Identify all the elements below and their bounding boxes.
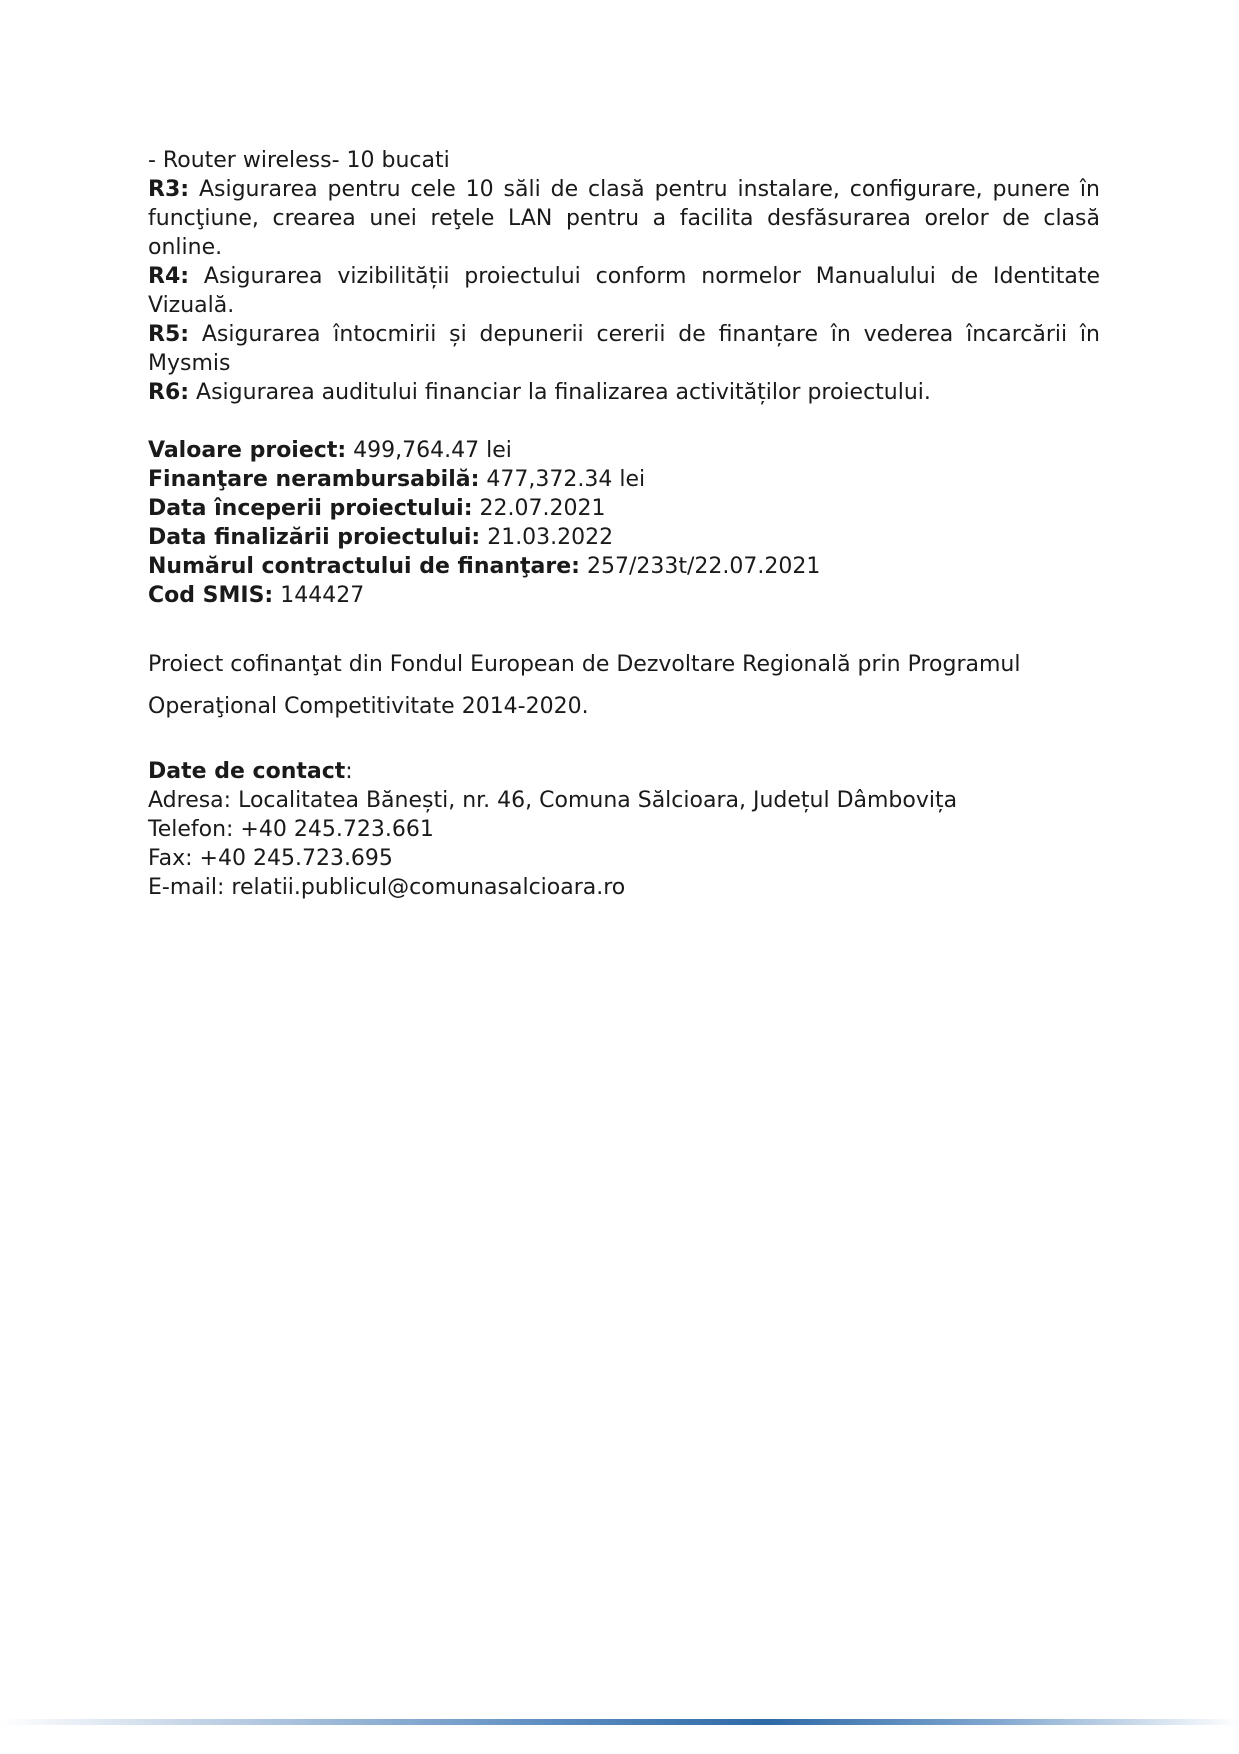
result-r3 xyxy=(148,175,1100,262)
footer-divider xyxy=(0,1719,1239,1725)
result-r3-text: Asigurarea pentru cele 10 săli de clasă pentru instalare, configurare, punere în funcţiune, crearea unei reţele LAN pentru a facilita desfăsurarea orelor de clasă online. xyxy=(148,177,1100,260)
document-page xyxy=(148,146,1100,902)
project-end-date: 21.03.2022 xyxy=(480,525,614,550)
result-r5-label: R5: xyxy=(148,322,190,347)
project-smis xyxy=(148,581,1100,610)
project-start xyxy=(148,494,1100,523)
router-item: - Router wireless- 10 bucati xyxy=(148,148,450,173)
project-value-amount: 499,764.47 lei xyxy=(346,438,512,463)
result-r4-label: R4: xyxy=(148,264,190,289)
project-funding-label: Finanţare nerambursabilă: xyxy=(148,467,480,492)
contact-address: Adresa: Localitatea Bănești, nr. 46, Comuna Sălcioara, Județul Dâmbovița xyxy=(148,788,958,813)
project-funding-amount: 477,372.34 lei xyxy=(479,467,646,492)
project-smis-code: 144427 xyxy=(273,583,365,608)
contact-heading-label: Date de contact xyxy=(148,759,346,784)
result-r6-text: Asigurarea auditului financiar la finalizarea activităților proiectului. xyxy=(189,380,931,405)
project-contract xyxy=(148,552,1100,581)
contact-heading xyxy=(148,757,1100,786)
result-r6-label: R6: xyxy=(148,380,190,405)
contact-phone: Telefon: +40 245.723.661 xyxy=(148,817,434,842)
result-r6 xyxy=(148,378,1100,407)
project-end-label: Data finalizării proiectului: xyxy=(148,525,481,550)
result-r5 xyxy=(148,320,1100,378)
project-contract-number: 257/233t/22.07.2021 xyxy=(579,554,821,579)
project-smis-label: Cod SMIS: xyxy=(148,583,274,608)
contact-heading-colon: : xyxy=(345,759,353,784)
result-r5-text: Asigurarea întocmirii și depunerii cererii de finanțare în vederea încarcării în Mysmis xyxy=(148,322,1100,376)
contact-fax: Fax: +40 245.723.695 xyxy=(148,846,393,871)
cofinancing-line-1: Proiect cofinanţat din Fondul European de Dezvoltare Regională prin Programul xyxy=(148,652,1021,677)
result-r4 xyxy=(148,262,1100,320)
project-funding xyxy=(148,465,1100,494)
cofinancing-line-2: Operaţional Competitivitate 2014-2020. xyxy=(148,694,589,719)
result-r4-text: Asigurarea vizibilității proiectului conform normelor Manualului de Identitate Vizuală. xyxy=(148,264,1100,318)
project-value-label: Valoare proiect: xyxy=(148,438,347,463)
result-r3-label: R3: xyxy=(148,177,190,202)
contact-email: E-mail: relatii.publicul@comunasalcioara.ro xyxy=(148,875,626,900)
project-start-label: Data începerii proiectului: xyxy=(148,496,473,521)
project-contract-label: Numărul contractului de finanţare: xyxy=(148,554,580,579)
project-start-date: 22.07.2021 xyxy=(472,496,606,521)
project-end xyxy=(148,523,1100,552)
project-value xyxy=(148,436,1100,465)
